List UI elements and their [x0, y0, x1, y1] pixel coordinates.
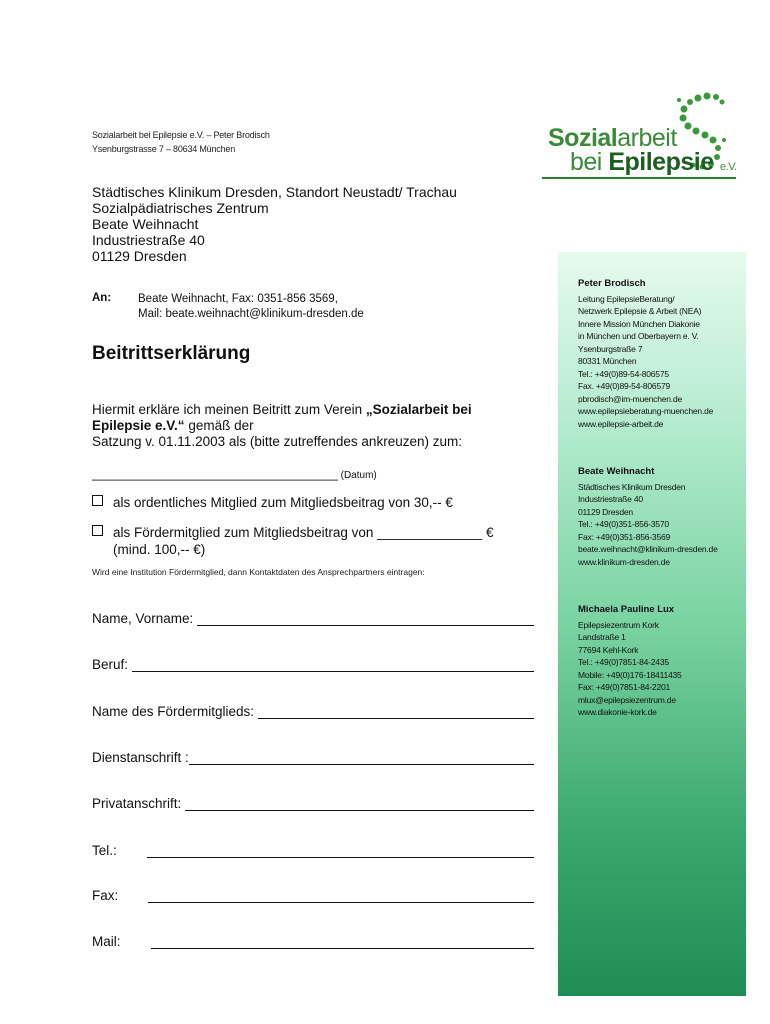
tel-field[interactable]: Tel.: — [92, 840, 534, 858]
sender-line-2: Ysenburgstrasse 7 – 80634 München — [92, 144, 235, 154]
name-input-line[interactable] — [197, 612, 534, 626]
work-address-input-line[interactable] — [189, 751, 534, 765]
contact-email[interactable]: pbrodisch@im-muenchen.de — [578, 393, 682, 404]
recipient-line: Industriestraße 40 — [92, 232, 205, 248]
home-address-input-line[interactable] — [185, 797, 534, 811]
fax-input-line[interactable] — [148, 889, 534, 903]
contact-card: Beate Weihnacht Städtisches Klinikum Dresden Industriestraße 40 01129 Dresden Tel.: +49(0)351-856-3570 Fax: +49(0)351-856-3569 beate.weihnacht@klinikum-dresden.de www.klinikum-dresden.de — [578, 466, 718, 567]
member-name-field[interactable]: Name des Fördermitglieds: — [92, 701, 534, 719]
logo-line-1: Sozialarbeit — [548, 124, 677, 152]
contact-website[interactable]: www.epilepsie-arbeit.de — [578, 418, 664, 429]
logo-line-2: bei Epilepsie e.V. — [570, 148, 737, 176]
contact-card: Peter Brodisch Leitung EpilepsieBeratung/ Netzwerk Epilepsie & Arbeit (NEA) Innere Mission München Diakonie in München und Oberbayern e. V. Ysenburgstraße 7 80331 München Tel.: +49(0)89-54-806575 Fax. +49(0)89-54-806579 pbrodisch@im-muenchen.de www.epilepsieberatung-muenchen.de www.epilepsie-arbeit.de — [578, 278, 714, 429]
contact-name: Michaela Pauline Lux — [578, 604, 675, 615]
checkbox-supporting[interactable] — [92, 525, 103, 536]
contact-website[interactable]: www.diakonie-kork.de — [578, 707, 657, 717]
fax-field[interactable]: Fax: — [92, 885, 534, 903]
addressee-details — [138, 292, 364, 322]
option-supporting-member[interactable]: als Fördermitglied zum Mitgliedsbeitrag von ______________ € (mind. 100,-- €) — [92, 524, 493, 558]
mail-input-line[interactable] — [151, 935, 534, 949]
addressee-label: An: — [92, 292, 112, 304]
institution-note: Wird eine Institution Fördermitglied, dann Kontaktdaten des Ansprechpartners eintragen: — [92, 567, 425, 577]
name-field[interactable]: Name, Vorname: — [92, 608, 534, 626]
addressee-fax: Beate Weihnacht, Fax: 0351-856 3569, — [138, 293, 338, 305]
date-label: (Datum) — [340, 470, 377, 481]
job-input-line[interactable] — [132, 658, 534, 672]
recipient-line: 01129 Dresden — [92, 248, 187, 264]
checkbox-ordinary[interactable] — [92, 495, 103, 506]
association-name: „Sozialarbeit bei Epilepsie e.V.“ — [92, 402, 472, 433]
contact-email[interactable]: mlux@epilepsiezentrum.de — [578, 694, 676, 705]
work-address-field[interactable]: Dienstanschrift : — [92, 747, 534, 765]
contact-name: Beate Weihnacht — [578, 466, 655, 477]
contact-name: Peter Brodisch — [578, 278, 646, 289]
contact-website[interactable]: www.klinikum-dresden.de — [578, 556, 670, 567]
member-name-input-line[interactable] — [258, 705, 534, 719]
logo-underline — [542, 177, 736, 179]
sender-address — [92, 128, 270, 156]
recipient-line: Sozialpädiatrisches Zentrum — [92, 200, 269, 216]
job-field[interactable]: Beruf: — [92, 654, 534, 672]
contact-website[interactable]: www.epilepsieberatung-muenchen.de — [578, 406, 714, 416]
date-field[interactable]: __________________________________ (Datum) — [92, 466, 377, 481]
logo — [540, 88, 740, 183]
contacts-sidebar — [558, 252, 746, 996]
page-title: Beitrittserklärung — [92, 343, 251, 364]
addressee-mail: Mail: beate.weihnacht@klinikum-dresden.de — [138, 308, 364, 320]
tel-input-line[interactable] — [147, 844, 534, 858]
sender-line-1: Sozialarbeit bei Epilepsie e.V. – Peter Brodisch — [92, 130, 270, 140]
recipient-line: Beate Weihnacht — [92, 216, 199, 232]
home-address-field[interactable]: Privatanschrift: — [92, 793, 534, 811]
intro-text: Hiermit erkläre ich meinen Beitritt zum Verein „Sozialarbeit bei Epilepsie e.V.“ gemäß der Satzung v. 01.11.2003 als (bitte zutreffendes ankreuzen) zum: — [92, 402, 472, 449]
recipient-address — [92, 184, 457, 264]
mail-field[interactable]: Mail: — [92, 931, 534, 949]
option-ordinary-member[interactable]: als ordentliches Mitglied zum Mitgliedsbeitrag von 30,-- € — [92, 494, 453, 511]
recipient-line: Städtisches Klinikum Dresden, Standort Neustadt/ Trachau — [92, 184, 457, 200]
contact-card: Michaela Pauline Lux Epilepsiezentrum Kork Landstraße 1 77694 Kehl-Kork Tel.: +49(0)7851-84-2435 Mobile: +49(0)176-18411435 Fax: +49(0)7851-84-2201 mlux@epilepsiezentrum.de www.diakonie-kork.de — [578, 604, 682, 717]
contact-email[interactable]: beate.weihnacht@klinikum-dresden.de — [578, 544, 718, 554]
